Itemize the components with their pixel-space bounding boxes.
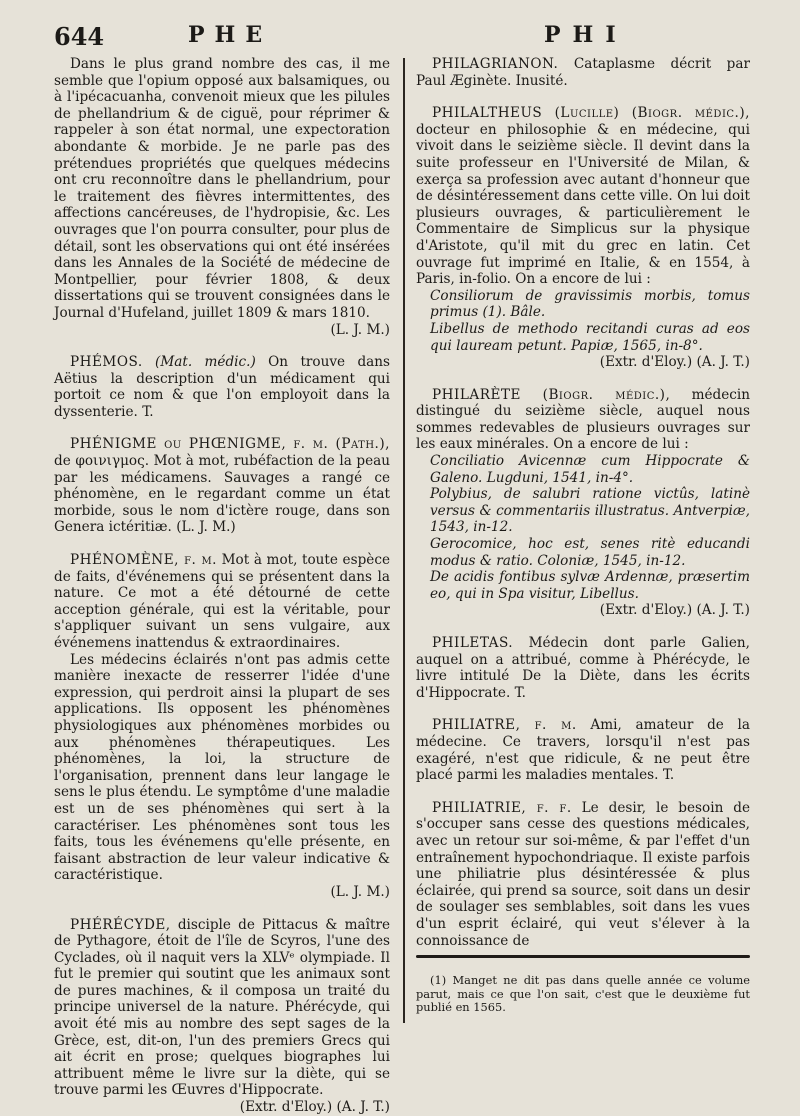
bibliography-item [416, 321, 750, 354]
entry-pherecyde [54, 917, 390, 1100]
entry-philaltheus [416, 105, 750, 288]
bibliography-title: Libellus de methodo recitandi curas ad eos qui lauream petunt. Papiæ, 1565, in-8°. [430, 320, 750, 354]
entry-text: médecin distingué du seizième siècle, auquel nous sommes redevables de plusieurs ouvrages sur les eaux minérales. On a encore de lui : [416, 386, 750, 453]
entry-text: Le desir, le besoin de s'occuper sans cesse des questions médicales, avec un retour sur soi-même, & par l'effet d'un entraînement hypochondriaque. Il existe parfois une philiatrie plus désintéressée & plus éclairée, qui prend sa source, soit dans un desir de soulager ses semblables, soit dans les vues d'un esprit éclairé, qui veut s'élever à la connoissance de [416, 799, 751, 949]
entry-text: Ami, amateur de la médecine. Ce travers, lorsqu'il n'est pas exagéré, n'est que ridicule, & ne peut être placé parmi les maladies mentales. [416, 717, 750, 784]
footnote [416, 974, 750, 1015]
bibliography-item [416, 486, 750, 536]
entry-phenomene [54, 552, 390, 652]
entry-headword: PHILIATRE, f. m. [432, 717, 577, 734]
entry-headword: PHILETAS. [432, 635, 514, 651]
signature: (Extr. d'Eloy.) (A. J. T.) [599, 354, 750, 371]
entry-headword: PHÉNIGME ou PHŒNIGME, f. m. (Path.), [70, 436, 390, 453]
right-column [416, 56, 750, 949]
bibliography-item [416, 453, 750, 486]
entry-text: de φοινιγμος. Mot à mot, rubéfaction de la peau par les médicamens. Sauvages a rangé ce phénomène, en le regardant comme un état morbide, sous le nom d'ictère rouge, dans son Genera ictéritiæ. [54, 453, 390, 536]
left-column [54, 56, 390, 1116]
signature: (L. J. M.) [330, 321, 390, 338]
bibliography-title: Consiliorum de gravissimis morbis, tomus primus (1). Bâle. [430, 287, 750, 321]
right-running-head: PHI [544, 22, 628, 48]
entry-philetas [416, 635, 750, 701]
entry-headword: PHILALTHEUS (Lucille) (Biogr. médic.), [432, 105, 750, 122]
entry-philiatrie [416, 800, 750, 949]
entry-philagrianon [416, 56, 750, 89]
footnote-separator [416, 955, 750, 958]
bibliography-title: Polybius, de salubri ratione victûs, latinè versus & commentariis illustratus. Antverpiæ, 1543, in-12. [430, 486, 750, 536]
bibliography-title: De acidis fontibus sylvæ Ardennæ, præsertim eo, qui in Spa visitur, Libellus. [430, 569, 750, 602]
phenomene-paragraph-2: Les médecins éclairés n'ont pas admis cette manière inexacte de resserrer l'idée d'une expression, qui perdroit ainsi la plupart de ses applications. Ils opposent les phénomènes physiologiques aux phénomènes morbides ou aux phénomènes thérapeutiques. Les phénomènes, la loi, la structure de l'organisation, prennent dans leur langage le sens le plus étendu. Le symptôme d'une maladie est un de ses phénomènes qui sert à la caractériser. Les phénomènes sont tous les faits, tous les événemens qu'elle présente, en faisant abstraction de leur valeur indicative & caractéristique. [54, 651, 390, 884]
entry-domain: (Mat. médic.) [155, 354, 256, 371]
entry-headword: PHILAGRIANON. [432, 56, 559, 72]
column-divider [403, 58, 405, 1023]
page-number: 644 [54, 22, 105, 51]
signature: (L. J. M.) [330, 883, 390, 900]
signature: T. [662, 767, 675, 784]
entry-philarete [416, 387, 750, 453]
entry-headword: PHILIATRIE, f. f. [432, 799, 572, 816]
footnote-text: (1) Manget ne dit pas dans quelle année ce volume parut, mais ce que l'on sait, c'est que le deuxième fut publié en 1565. [416, 973, 750, 1015]
entry-phenigme [54, 436, 390, 536]
bibliography-title: Conciliatio Avicennæ cum Hippocrate & Galeno. Lugduni, 1541, in-4°. [430, 453, 750, 486]
signature: (Extr. d'Eloy.) (A. J. T.) [239, 1099, 390, 1116]
signature: T. [142, 403, 154, 420]
entry-text: On trouve dans Aëtius la description d'un médicament qui portoit ce nom & que l'on employoit dans la dyssenterie. [54, 354, 390, 420]
phellandrium-paragraph: Dans le plus grand nombre des cas, il me semble que l'opium opposé aux balsamiques, ou à l'ipécacuanha, convenoit mieux que les pilules de phellandrium & de ciguë, pour réprimer & rappeler à son état normal, une expectoration abondante & morbide. Je ne parle pas des prétendues propriétés que quelques médecins ont cru reconnoître dans le phellandrium, pour le traitement des fièvres intermittentes, des affections cancéreuses, de l'hydropisie, &c. Les ouvrages que l'on pourra consulter, pour plus de détail, sont les observations qui ont été insérées dans les Annales de la Société de médecine de Montpellier, pour février 1808, & deux dissertations qui se trouvent consignées dans le Journal d'Hufeland, juillet 1809 & mars 1810. [54, 56, 390, 321]
entry-text: Médecin dont parle Galien, auquel on a attribué, comme à Phérécyde, le livre intitulé De la Diète, dans les écrits d'Hippocrate. [416, 635, 750, 701]
running-header [54, 22, 752, 52]
entry-headword: PHÉNOMÈNE, f. m. [70, 552, 218, 569]
entry-text: Cataplasme décrit par Paul Æginète. Inusité. [416, 56, 750, 89]
entry-philiatre [416, 717, 750, 783]
signature: (L. J. M.) [176, 519, 236, 536]
bibliography-item [416, 569, 750, 602]
bibliography-item [416, 536, 750, 569]
signature: (Extr. d'Eloy.) (A. J. T.) [599, 602, 750, 619]
bibliography-item [416, 288, 750, 321]
entry-text: disciple de Pittacus & maître de Pythagore, étoit de l'île de Scyros, l'une des Cyclades, où il naquit vers la XLVᵉ olympiade. Il fut le premier qui soutint que les animaux sont de pures machines, & il composa un traité du principe universel de la nature. Phérécyde, qui avoit été mis au nombre des sept sages de la Grèce, est, dit-on, l'un des premiers Grecs qui ait écrit en prose; quelques biographes lui attribuent même le livre sur la diète, qui se trouve parmi les Œuvres d'Hippocrate. [54, 916, 390, 1099]
entry-headword: PHILARÈTE (Biogr. médic.), [432, 386, 671, 403]
entry-text: docteur en philosophie & en médecine, qui vivoit dans le seizième siècle. Il devint dans la suite professeur en l'Université de Milan, & exerça sa profession avec autant d'honneur que de désintéressement dans cette ville. On lui doit plusieurs ouvrages, & particulièrement le Commentaire de Simplicus sur la physique d'Aristote, qu'il mit du grec en latin. Cet ouvrage fut imprimé en Italie, & en 1554, à Paris, in-folio. On a encore de lui : [416, 121, 750, 288]
left-running-head: PHE [188, 22, 273, 48]
entry-text: Mot à mot, toute espèce de faits, d'événemens qui se présentent dans la nature. Ce mot a été détourné de cette acception générale, qui est la véritable, pour s'appliquer suivant un sens vulgaire, aux événemens inattendus & extraordinaires. [54, 552, 390, 651]
entry-phemos [54, 354, 390, 420]
entry-headword: PHÉRÉCYDE, [70, 916, 171, 933]
signature: T. [514, 684, 526, 701]
entry-headword: PHÉMOS. [70, 354, 143, 371]
bibliography-title: Gerocomice, hoc est, senes ritè educandi modus & ratio. Coloniæ, 1545, in-12. [430, 536, 750, 569]
